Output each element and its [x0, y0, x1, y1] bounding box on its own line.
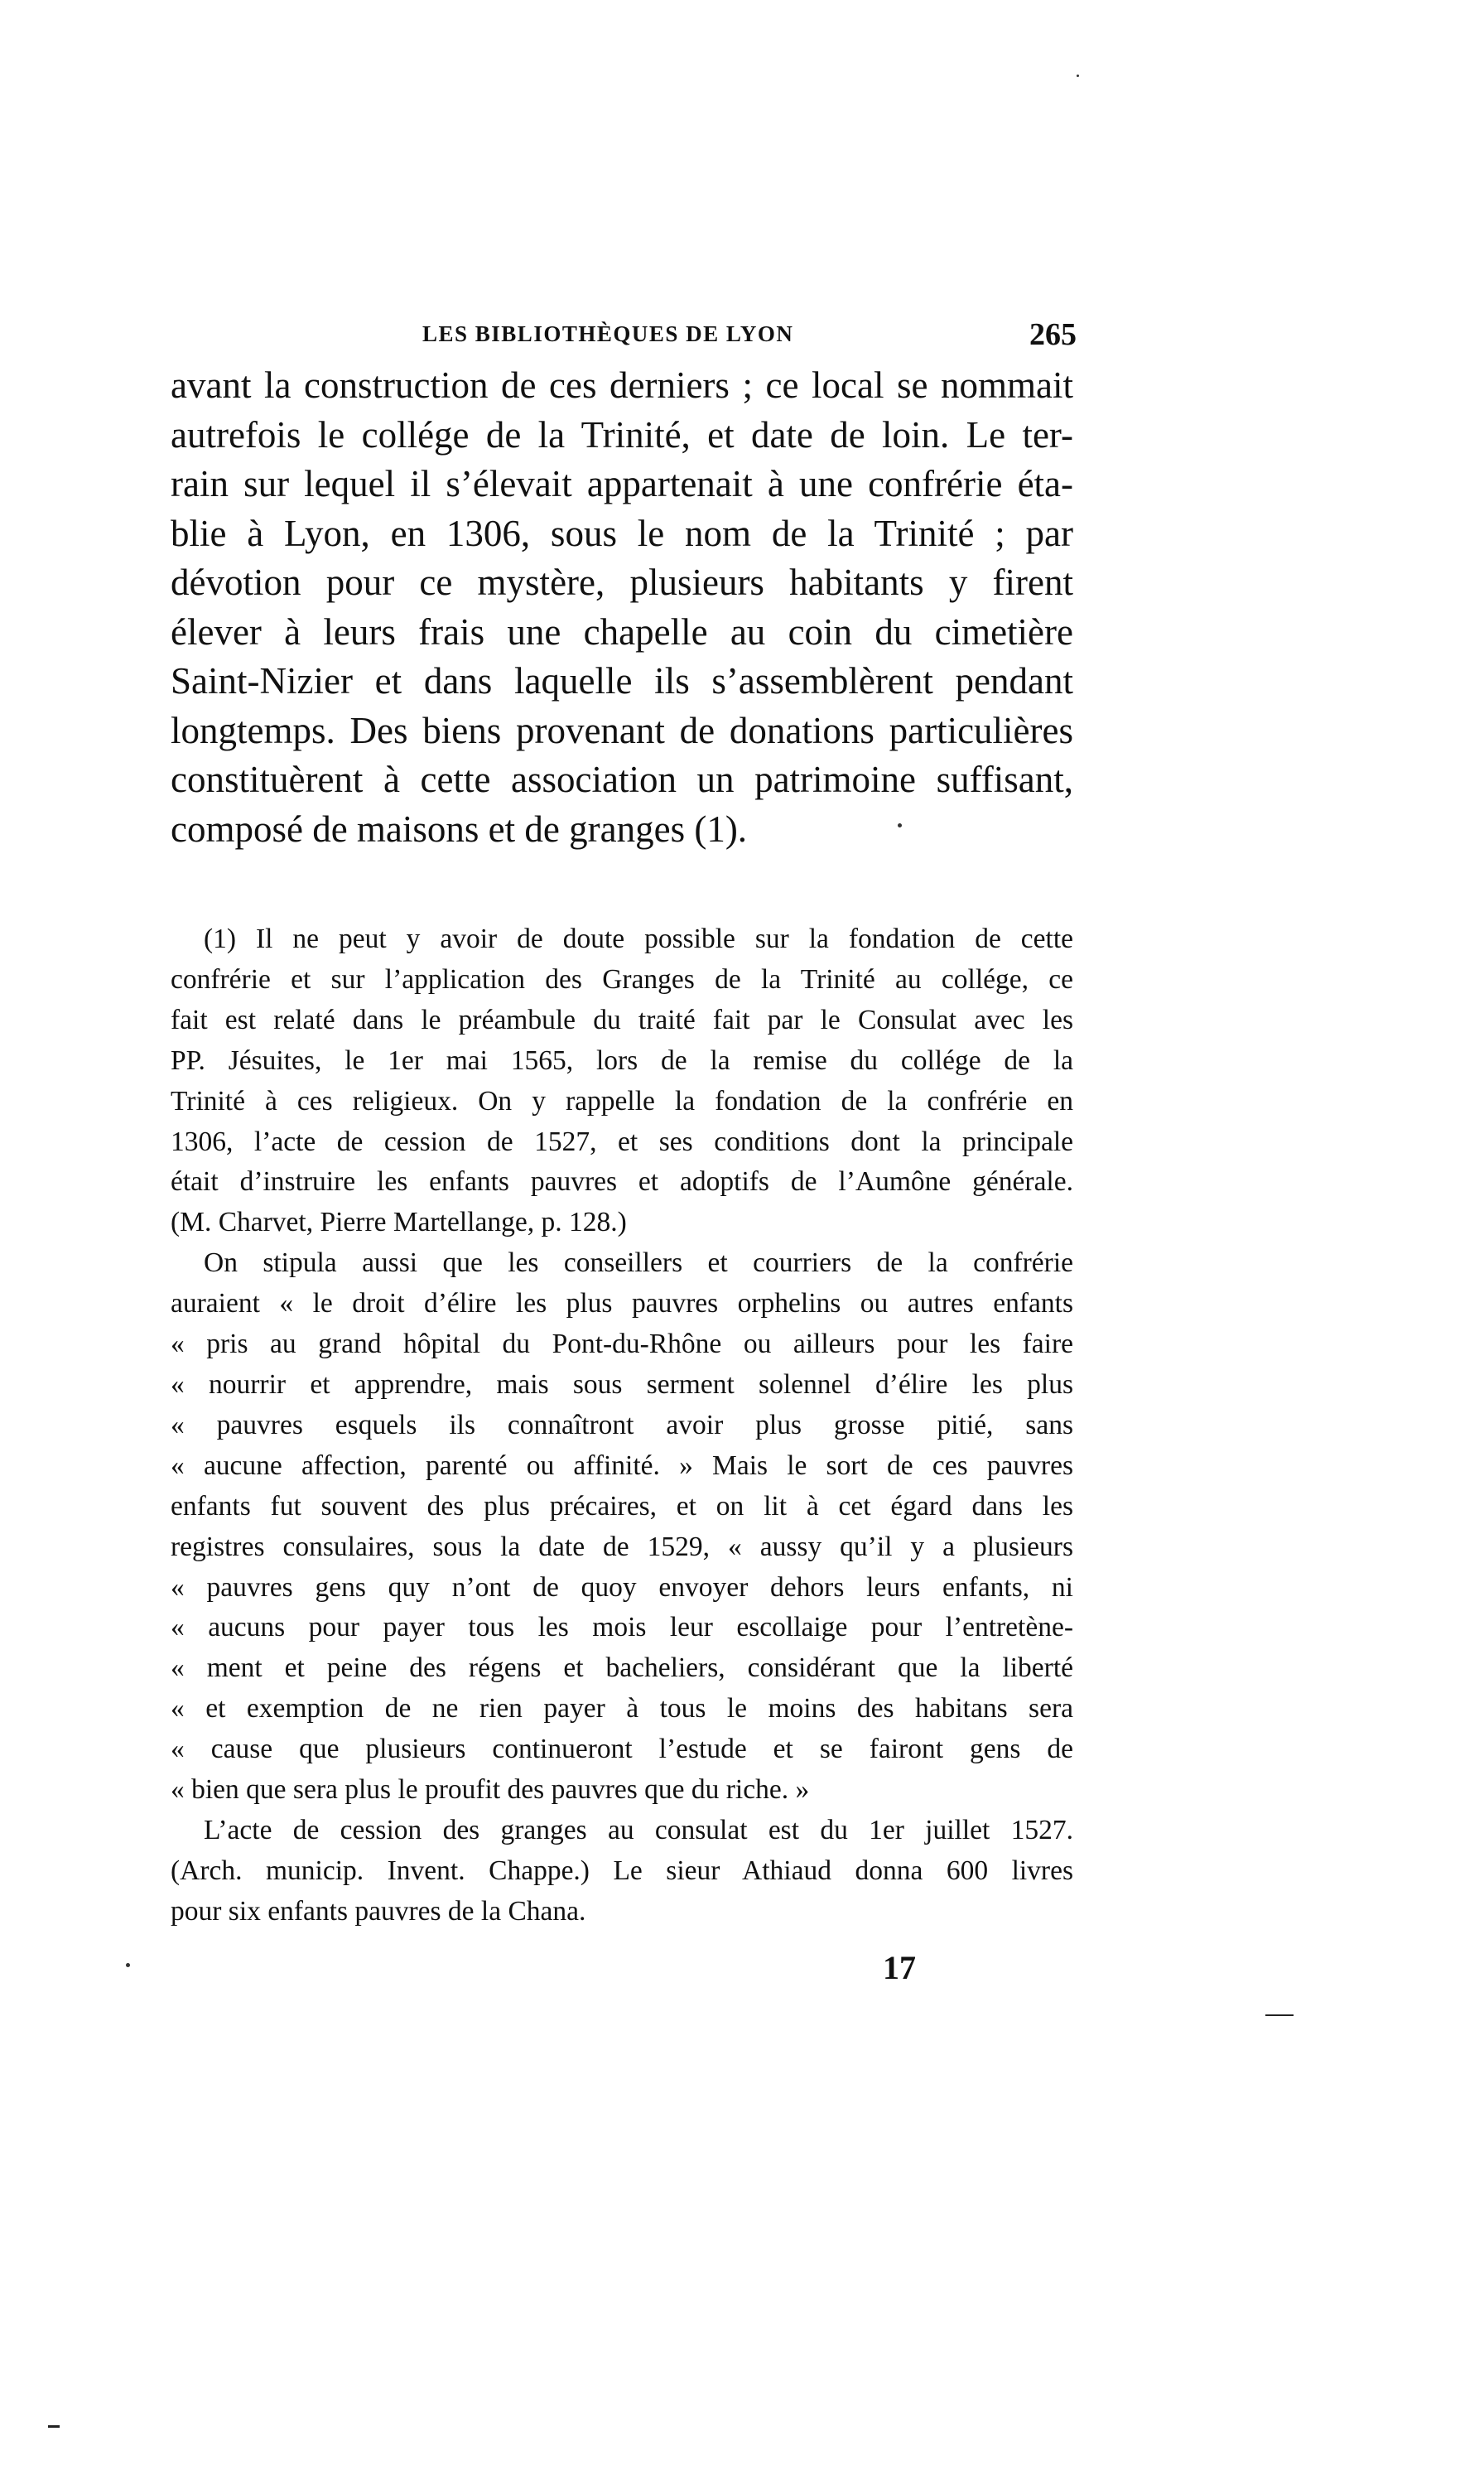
footnote-line: On stipula aussi que les conseillers et courriers de la confrérie	[204, 1247, 1073, 1279]
footnote-line: « bien que sera plus le proufit des pauvres que du riche. »	[171, 1774, 810, 1806]
scan-speck	[1077, 75, 1079, 77]
text-line: constituèrent à cette association un patrimoine suffisant,	[171, 759, 1073, 800]
text-line: dévotion pour ce mystère, plusieurs habitants y firent	[171, 562, 1073, 603]
footnote-line: registres consulaires, sous la date de 1529, « aussy qu’il y a plusieurs	[171, 1531, 1073, 1562]
scan-speck	[898, 823, 902, 827]
footnote-line: (1) Il ne peut y avoir de doute possible sur la fondation de cette	[204, 924, 1073, 954]
text-line: blie à Lyon, en 1306, sous le nom de la Trinité ; par	[171, 512, 1073, 554]
footnote-line: « aucune affection, parenté ou affinité. » Mais le sort de ces pauvres	[171, 1450, 1073, 1481]
footnote-line: « nourrir et apprendre, mais sous serment solennel d’élire les plus	[171, 1368, 1073, 1400]
text-line: avant la construction de ces derniers ; ce local se nommait	[171, 364, 1073, 406]
footnote-line: « cause que plusieurs continueront l’estude et se fairont gens de	[171, 1734, 1073, 1765]
page-header	[176, 316, 1078, 358]
footnote-line: 1306, l’acte de cession de 1527, et ses conditions dont la principale	[171, 1126, 1073, 1157]
footnote-line: « pauvres esquels ils connaîtront avoir plus grosse pitié, sans	[171, 1409, 1073, 1440]
text-line: autrefois le collége de la Trinité, et date de loin. Le ter-	[171, 413, 1073, 456]
running-title: LES BIBLIOTHÈQUES DE LYON	[422, 321, 794, 346]
footnote-line: enfants fut souvent des plus précaires, et on lit à cet égard dans les	[171, 1490, 1073, 1522]
page-number: 265	[1029, 317, 1077, 352]
scan-mark	[48, 2425, 60, 2428]
footnote-line: (Arch. municip. Invent. Chappe.) Le sieur Athiaud donna 600 livres	[171, 1855, 1073, 1886]
footnote-line: auraient « le droit d’élire les plus pauvres orphelins ou autres enfants	[171, 1288, 1073, 1319]
footnote-line: « et exemption de ne rien payer à tous le moins des habitans sera	[171, 1693, 1073, 1725]
text-line: élever à leurs frais une chapelle au coin du cimetière	[171, 610, 1073, 653]
footnote-block	[171, 919, 1073, 1932]
footnote-line: « pris au grand hôpital du Pont-du-Rhône ou ailleurs pour les faire	[171, 1329, 1073, 1360]
text-line: Saint-Nizier et dans laquelle ils s’assemblèrent pendant	[171, 660, 1073, 702]
scan-speck	[126, 1963, 130, 1967]
footnote-line: Trinité à ces religieux. On y rappelle la fondation de la confrérie en	[171, 1085, 1073, 1117]
footnote-line: « ment et peine des régens et bacheliers, considérant que la liberté	[171, 1652, 1073, 1684]
footnote-line: fait est relaté dans le préambule du traité fait par le Consulat avec les	[171, 1004, 1073, 1035]
footnote-line: « pauvres gens quy n’ont de quoy envoyer dehors leurs enfants, ni	[171, 1571, 1073, 1603]
main-paragraph	[171, 361, 1073, 854]
footnote-line: « aucuns pour payer tous les mois leur escollaige pour l’entretène-	[171, 1612, 1073, 1643]
signature-mark: 17	[883, 1949, 916, 1986]
text-line: rain sur lequel il s’élevait appartenait à une confrérie éta-	[171, 463, 1073, 504]
footnote-line: L’acte de cession des granges au consulat est du 1er juillet 1527.	[204, 1814, 1073, 1845]
scan-mark	[1265, 2014, 1294, 2016]
footnote-line: était d’instruire les enfants pauvres et adoptifs de l’Aumône générale.	[171, 1166, 1073, 1198]
text-line: composé de maisons et de granges (1).	[171, 808, 748, 850]
footnote-line: (M. Charvet, Pierre Martellange, p. 128.)	[171, 1207, 627, 1238]
footnote-line: pour six enfants pauvres de la Chana.	[171, 1895, 586, 1927]
text-line: longtemps. Des biens provenant de donations particulières	[171, 709, 1073, 751]
footnote-line: confrérie et sur l’application des Granges de la Trinité au collége, ce	[171, 963, 1073, 995]
footnote-line: PP. Jésuites, le 1er mai 1565, lors de la remise du collége de la	[171, 1044, 1073, 1076]
